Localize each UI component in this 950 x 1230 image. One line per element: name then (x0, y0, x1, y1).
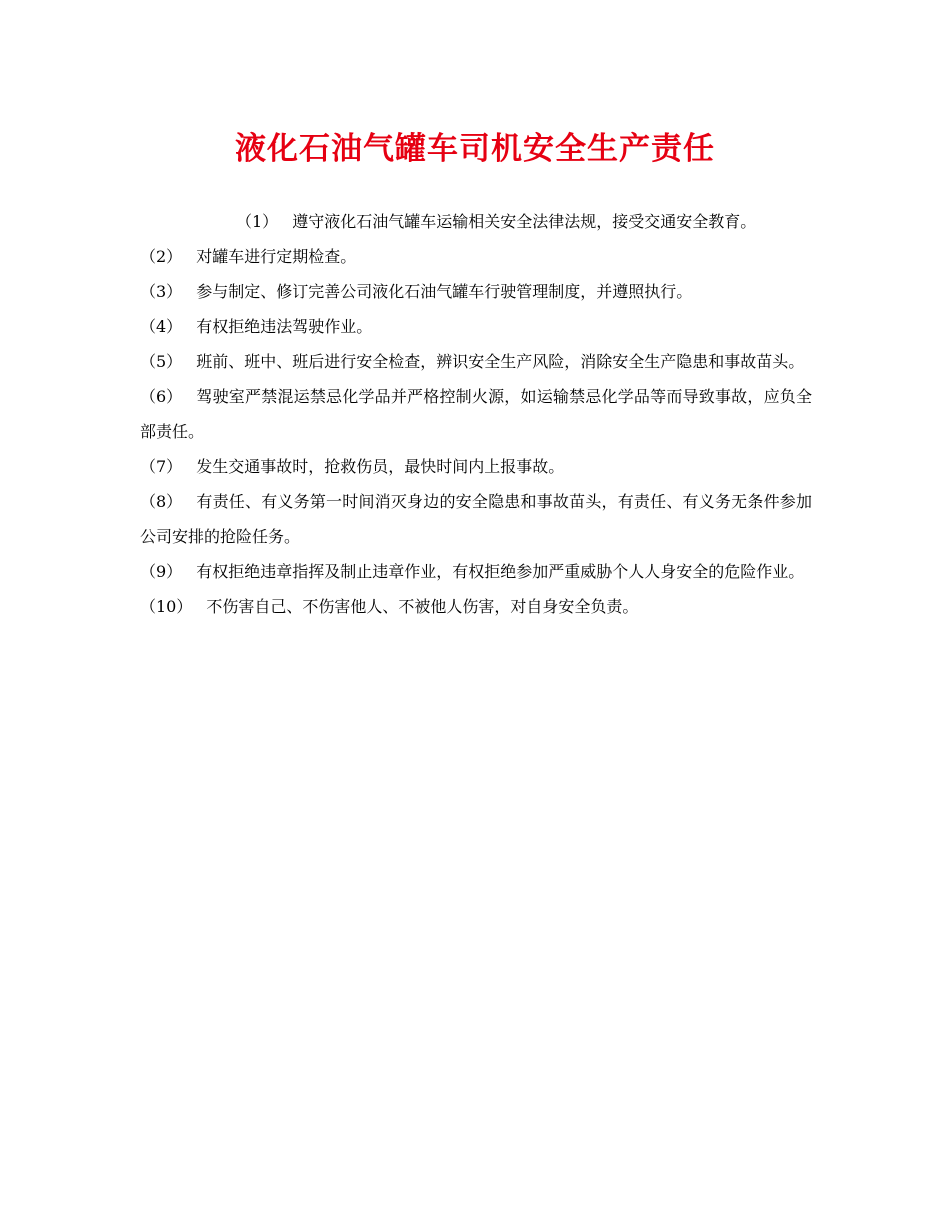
list-item (140, 554, 812, 589)
list-item (140, 309, 812, 344)
item-text: 有权拒绝违章指挥及制止违章作业，有权拒绝参加严重威胁个人人身安全的危险作业。 (196, 562, 805, 581)
list-item (140, 204, 812, 239)
item-number: （10） (140, 597, 193, 616)
item-number: （3） (140, 282, 183, 301)
item-text: 对罐车进行定期检查。 (196, 247, 357, 266)
item-number: （2） (140, 247, 183, 266)
list-item (140, 344, 812, 379)
item-text: 不伤害自己、不伤害他人、不被他人伤害，对自身安全负责。 (206, 597, 639, 616)
list-item (140, 449, 812, 484)
item-text: 班前、班中、班后进行安全检查，辨识安全生产风险，消除安全生产隐患和事故苗头。 (196, 352, 805, 371)
item-text: 发生交通事故时，抢救伤员，最快时间内上报事故。 (196, 457, 565, 476)
list-item (140, 274, 812, 309)
item-number: （8） (140, 492, 183, 511)
item-text: 有权拒绝违法驾驶作业。 (196, 317, 373, 336)
item-text: 有责任、有义务第一时间消灭身边的安全隐患和事故苗头，有责任、有义务无条件参加公司安排的抢险任务。 (140, 492, 812, 546)
list-item (140, 589, 812, 624)
item-text: 驾驶室严禁混运禁忌化学品并严格控制火源，如运输禁忌化学品等而导致事故，应负全部责任。 (140, 387, 812, 441)
item-text: 遵守液化石油气罐车运输相关安全法律法规，接受交通安全教育。 (292, 212, 757, 231)
item-number: （4） (140, 317, 183, 336)
item-number: （7） (140, 457, 183, 476)
item-number: （9） (140, 562, 183, 581)
document-title: 液化石油气罐车司机安全生产责任 (235, 131, 715, 167)
list-item (140, 484, 812, 554)
document-body (140, 204, 812, 624)
item-number: （5） (140, 352, 183, 371)
item-text: 参与制定、修订完善公司液化石油气罐车行驶管理制度，并遵照执行。 (196, 282, 693, 301)
item-number: （1） (236, 212, 279, 231)
list-item (140, 239, 812, 274)
item-number: （6） (140, 387, 183, 406)
list-item (140, 379, 812, 449)
